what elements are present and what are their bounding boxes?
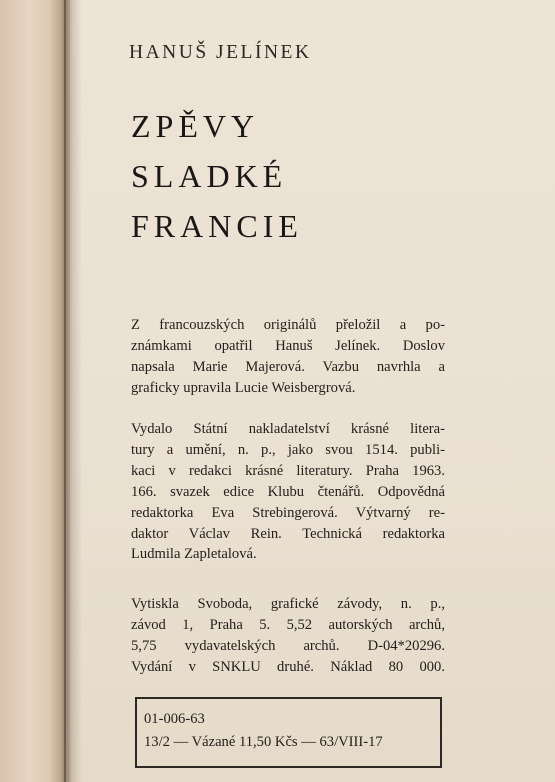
book-title-line-2: SLADKÉ <box>131 158 288 194</box>
credits-line: známkami opatřil Hanuš Jelínek. Doslov <box>131 337 445 354</box>
publication-line: redaktorka Eva Strebingerová. Výtvarný re- <box>131 504 445 521</box>
publication-line: tury a umění, n. p., jako svou 1514. publi- <box>131 441 445 458</box>
publication-info-paragraph <box>131 419 445 565</box>
author-name: HANUŠ JELÍNEK <box>129 42 312 63</box>
printing-line: 5,75 vydavatelských archů. D-04*20296. <box>131 637 445 654</box>
catalog-code: 01-006-63 <box>144 711 205 727</box>
publication-line: Ludmila Zapletalová. <box>131 546 257 563</box>
publication-line: daktor Václav Rein. Technická redaktorka <box>131 525 445 542</box>
book-spine-shadow <box>64 0 82 782</box>
publication-line: 166. svazek edice Klubu čtenářů. Odpovědná <box>131 483 445 500</box>
price-code-box <box>135 697 442 768</box>
book-title-line-3: FRANCIE <box>131 208 303 244</box>
credits-line: napsala Marie Majerová. Vazbu navrhla a <box>131 358 445 375</box>
price-line: 13/2 — Vázané 11,50 Kčs — 63/VIII-17 <box>144 734 383 750</box>
translation-credits-paragraph <box>131 315 445 399</box>
book-title-line-1: ZPĚVY <box>131 108 260 144</box>
printing-line: závod 1, Praha 5. 5,52 autorských archů, <box>131 616 445 633</box>
credits-line: graficky upravila Lucie Weisbergrová. <box>131 379 356 396</box>
printing-info-paragraph <box>131 594 445 678</box>
printing-line: Vydání v SNKLU druhé. Náklad 80 000. <box>131 658 445 675</box>
credits-line: Z francouzských originálů přeložil a po- <box>131 317 445 333</box>
publication-line: kaci v redakci krásné literatury. Praha 1963. <box>131 462 445 479</box>
printing-line: Vytiskla Svoboda, grafické závody, n. p., <box>131 596 445 612</box>
left-page-edge <box>0 0 66 782</box>
publication-line: Vydalo Státní nakladatelství krásné litera- <box>131 421 445 437</box>
